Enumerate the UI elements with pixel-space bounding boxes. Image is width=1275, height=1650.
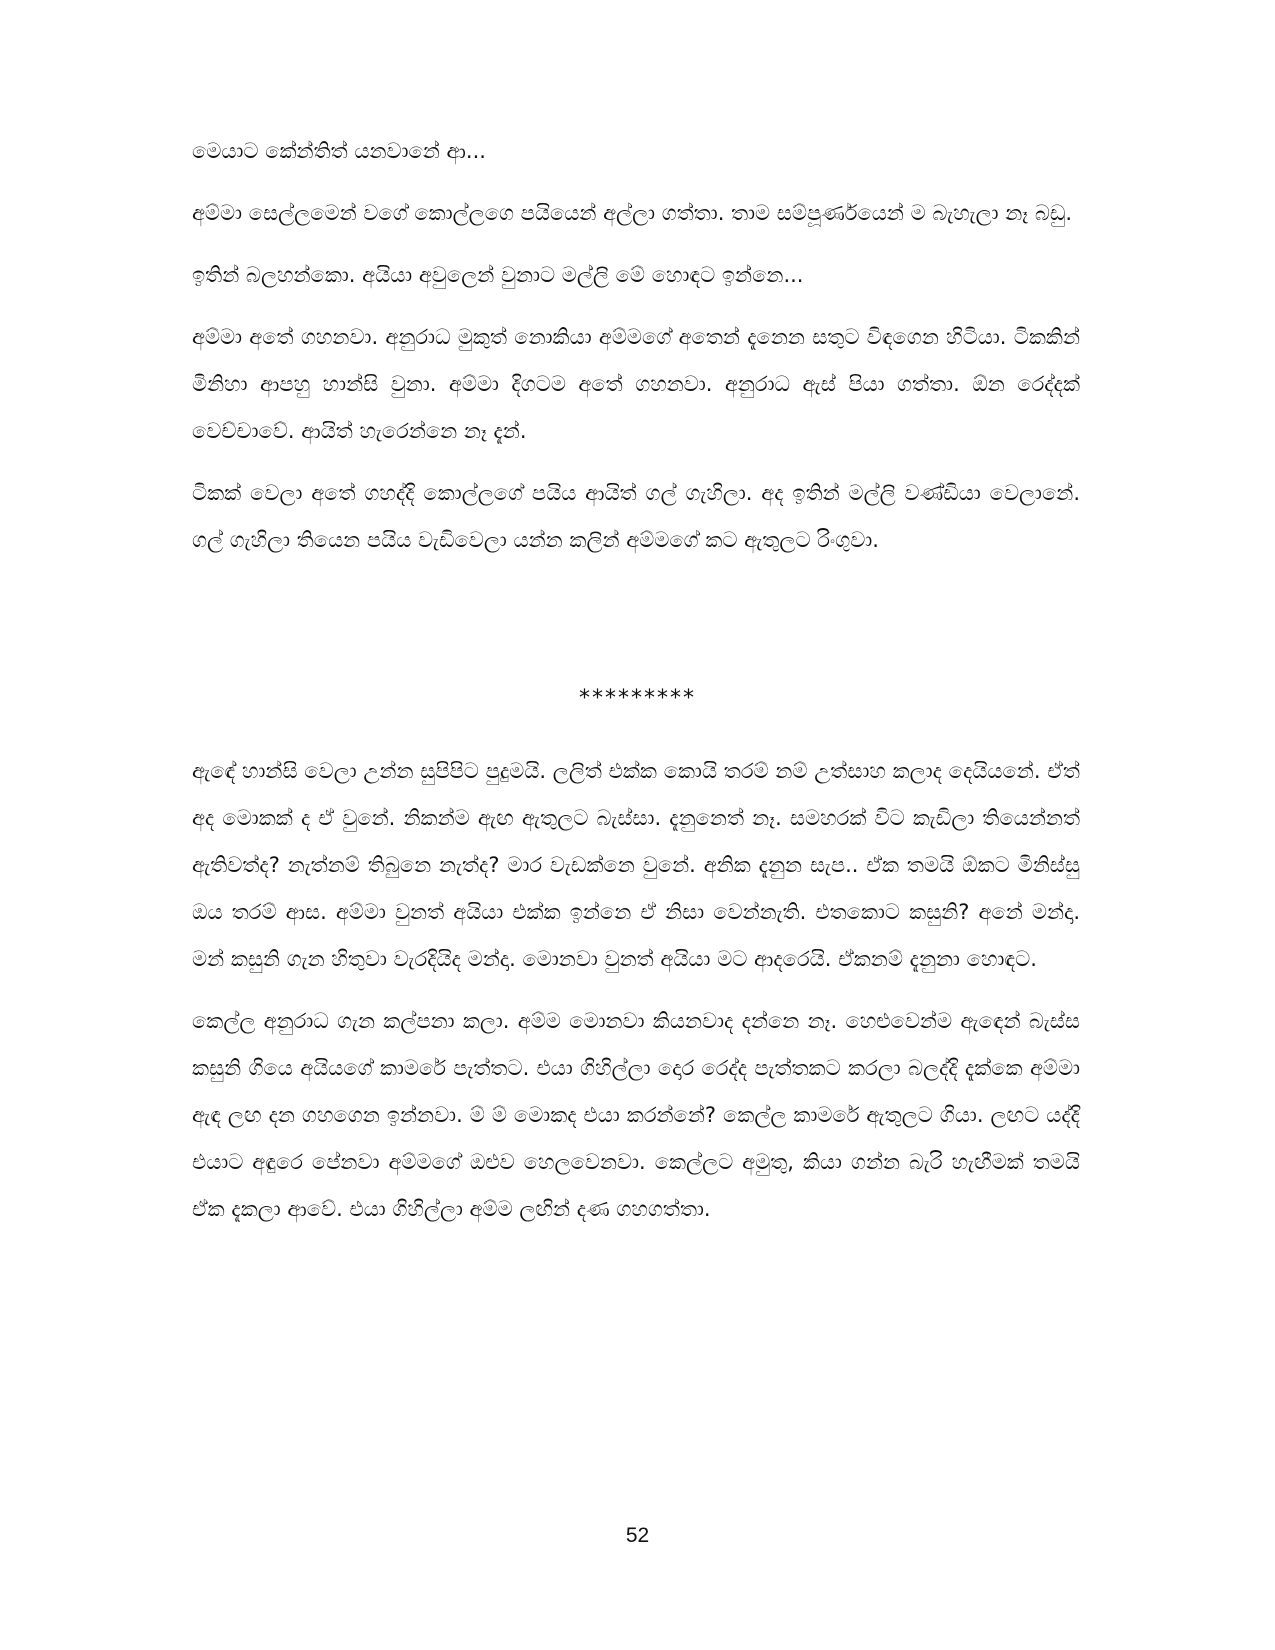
section-separator: ********* (579, 686, 696, 711)
paragraph-6: ඇඳේ හාන්සි වෙලා උන්න සුපිපිට පුදුමයි. ලලිත් එක්ක කොයි තරම් නම් උත්සාහ කලාද දෙයියනේ. ඒත් අද මොකක් ද ඒ වුනේ. නිකන්ම ඇඟ ඇතුලට බැස්සා. දැනුනෙත් නෑ. සමහරක් විට කැඩිලා තියෙන්නත් ඇතිවත්ද? නැත්නම් තිබුනෙ නැත්ද? මාර වැඩක්නෙ වුනේ. අනික දැනුන සැප.. ඒක තමයි ඕකට මිනිස්සු ඔය තරම් ආස. අම්මා වුනත් අයියා එක්ක ඉන්නෙ ඒ නිසා වෙන්නැති. එතකොට කසුනි? අනේ මන්දා. මන් කසුනි ගැන හිතුවා වැරදියිද මන්දා. මොනවා වුනත් අයියා මට ආදරෙයි. ඒකනම් දැනුනා හොඳට. (192, 759, 1080, 971)
paragraph-5: ටිකක් වෙලා අතේ ගහද්දි කොල්ලගේ පයිය ආයිත් ගල් ගැහිලා. අද ඉතින් මල්ලි වණ්ඩියා වෙලානේ. ගල් ගැහිලා තියෙන පයිය වැඩිවෙලා යන්න කලින් අම්මගේ කට ඇතුලට රිංගුවා. (192, 481, 1080, 552)
paragraph-1: මෙයාට කේන්තිත් යනවානේ ආ... (192, 139, 486, 163)
lower-text-section (192, 748, 1080, 1233)
paragraph-2: අම්මා සෙල්ලමෙන් වගේ කොල්ලගෙ පයියෙන් අල්ලා ගත්තා. තාම සම්පූර්ණයෙන් ම බැහැලා නෑ බඩු. (192, 201, 1073, 225)
page-number: 52 (625, 1524, 650, 1547)
paragraph-3: ඉතින් බලහන්කො. අයියා අවුලෙන් වුනාට මල්ලි මේ හොඳට ඉන්නෙ... (192, 263, 804, 287)
paragraph-7: කෙල්ල අනුරාධ ගැන කල්පනා කලා. අම්ම මොනවා කියනවාද දන්නෙ නෑ. හෙළුවෙන්ම ඇඳෙන් බැස්ස කසුනි ගියෙ අයියගේ කාමරේ පැත්තට. එයා ගිහිල්ලා දොර රෙද්ද පැත්තකට කරලා බලද්දි දැක්කෙ අම්මා ඇඳ ලඟ දන ගහගෙන ඉන්නවා. ම් ම් මොකද එයා කරන්නේ? කෙල්ල කාමරේ ඇතුලට ගියා. ලඟට යද්දි එයාට අඳුරෙ පේනවා අම්මගේ ඔළුව හෙලවෙනවා. කෙල්ලට අමුතු, කියා ගන්න බැරි හැඟීමක් තමයි ඒක දැකලා ආවේ. එයා ගිහිල්ලා අම්ම ලඟින් දණ ගහගත්තා. (192, 1009, 1080, 1221)
paragraph-4: අම්මා අතේ ගහනවා. අනුරාධ මුකුත් නොකියා අම්මගේ අතෙන් දැනෙන සතුට විඳගෙන හිටියා. ටිකකින් මිනිහා ආපහු හාන්සි වුනා. අම්මා දිගටම අතේ ගහනවා. අනුරාධ ඇස් පියා ගත්තා. ඕන රෙද්දක් වෙච්චාවේ. ආයිත් හැරෙන්නෙ නෑ දැන්. (192, 325, 1080, 443)
upper-text-section (192, 128, 1080, 564)
